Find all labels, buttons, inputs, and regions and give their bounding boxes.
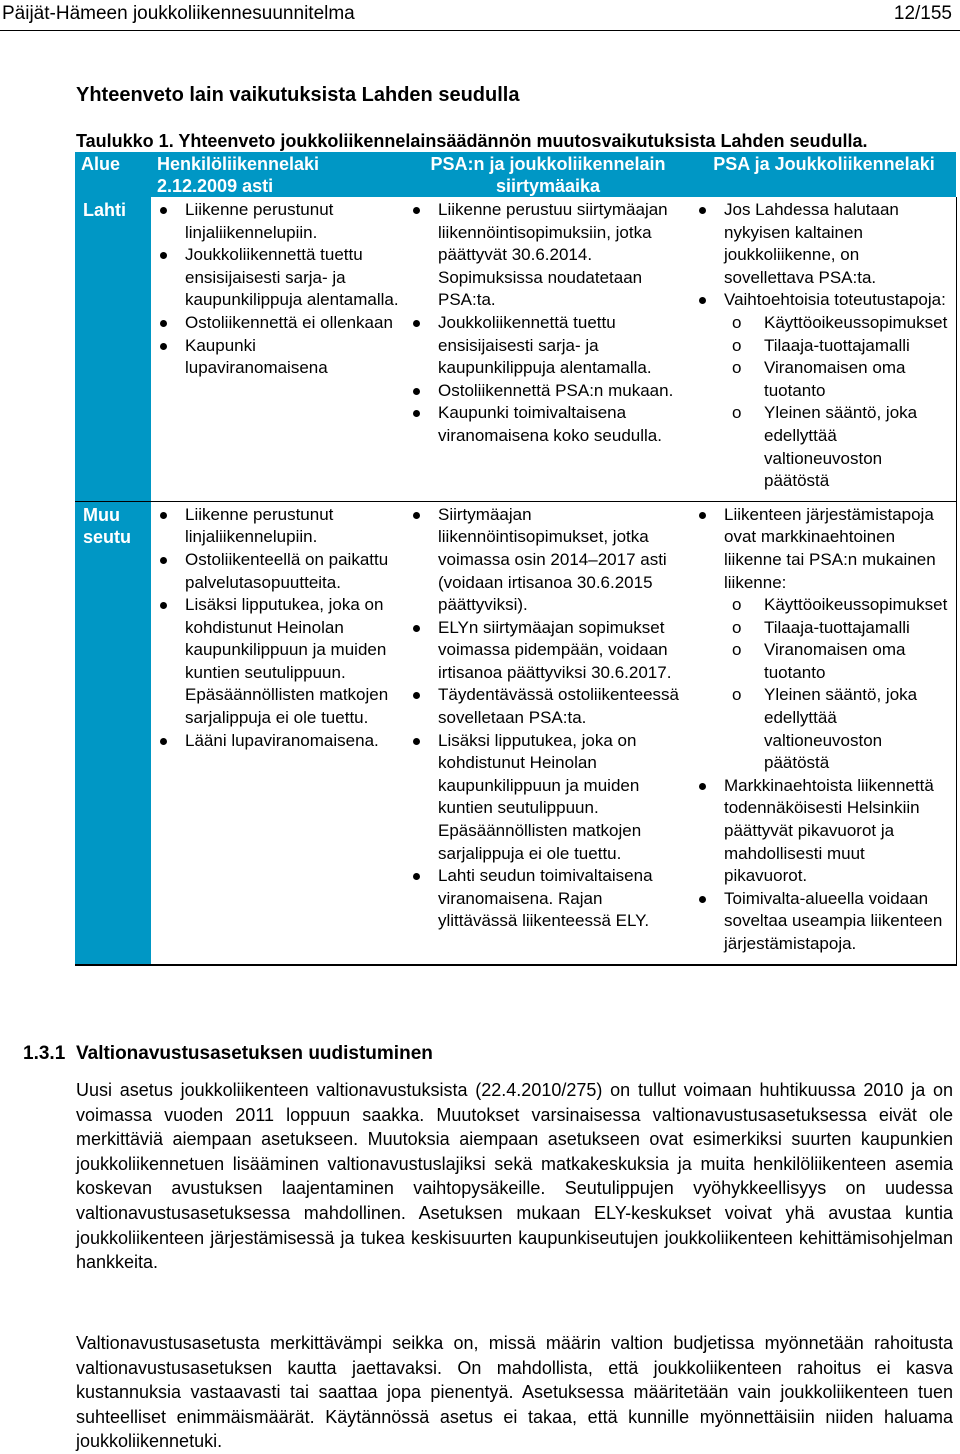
list-item [690,289,952,492]
sub-list-item: o Viranomaisen oma tuotanto [724,357,952,402]
list-item: Ostoliikennettä ei ollenkaan [151,312,400,335]
sub-list-item: o Yleinen sääntö, joka edellyttää valtioneuvoston päätöstä [724,402,952,492]
list-item: Kaupunki lupaviranomaisena [151,335,400,380]
list-item: Liikenne perustunut linjaliikennelupiin. [151,199,400,244]
list-item: Lääni lupaviranomaisena. [151,730,400,753]
subsection-number: 1.3.1 [23,1043,66,1064]
list-item: Liikenne perustuu siirtymäajan liikennöintisopimuksiin, jotka päättyvät 30.6.2014. Sopimuksissa noudatetaan PSA:ta. [404,199,686,312]
list-item: Jos Lahdessa halutaan nykyisen kaltainen joukkoliikenne, on sovellettava PSA:ta. [690,199,952,289]
header-transition: PSA:n ja joukkoliikennelain siirtymäaika [404,152,690,197]
sub-list-item: o Tilaaja-tuottajamalli [724,617,952,640]
list-item [690,504,952,775]
section-title: Yhteenveto lain vaikutuksista Lahden seudulla [76,84,520,106]
list-item: Liikenne perustunut linjaliikennelupiin. [151,504,400,549]
list-item: Joukkoliikennettä tuettu ensisijaisesti sarja- ja kaupunkilippuja alentamalla. [151,244,400,312]
table-row [75,197,956,501]
list-item: Lisäksi lipputukea, joka on kohdistunut Heinolan kaupunkilippuun ja muiden kuntien seutulippuun. Epäsäännöllisten matkojen sarjalippuja ei ole tuettu. [151,594,400,730]
table-caption: Taulukko 1. Yhteenveto joukkoliikennelainsäädännön muutosvaikutuksista Lahden seudulla. [76,131,868,151]
list-item: Lisäksi lipputukea, joka on kohdistunut Heinolan kaupunkilippuun ja muiden kuntien seutulippuun. Epäsäännöllisten matkojen sarjalippuja ei ole tuettu. [404,730,686,866]
transition-cell [404,501,690,964]
list-item: Täydentävässä ostoliikenteessä sovelletaan PSA:ta. [404,684,686,729]
list-item: Siirtymäajan liikennöintisopimukset, jotka voimassa osin 2014–2017 asti (voidaan irtisanoa 30.6.2015 päättyviksi). [404,504,686,617]
area-cell: Lahti [75,197,151,501]
table-row [75,501,956,964]
list-item: Ostoliikennettä PSA:n mukaan. [404,380,686,403]
list-item: ELYn siirtymäajan sopimukset voimassa pidempään, voidaan irtisanoa päättyviksi 30.6.2017. [404,617,686,685]
list-item: Toimivalta-alueella voidaan soveltaa useampia liikenteen järjestämistapoja. [690,888,952,956]
new-law-cell [690,501,956,964]
page-header [0,0,960,31]
old-law-cell [151,197,404,501]
header-old-law: Henkilöliikennelaki 2.12.2009 asti [151,152,404,197]
header-new-law: PSA ja Joukkoliikennelaki [690,152,956,197]
header-area: Alue [75,152,151,197]
sub-list-item: o Viranomaisen oma tuotanto [724,639,952,684]
paragraph: Uusi asetus joukkoliikenteen valtionavustuksista (22.4.2010/275) on tullut voimaan huhtikuussa 2010 ja on voimassa vuoden 2011 loppuun saakka. Muutokset varsinaisessa valtionavustusasetuksessa eivät ole merkittäviä aiempaan asetukseen. Muutoksia aiempaan asetukseen ovat esimerkiksi suurten kaupunkien joukkoliikennetuen lisääminen valtionavustuslajiksi sekä matkakeskuksia ja muita henkilöliikenteen asemia koskevan avustuksen laajentaminen vaihtopysäkeille. Seutulippujen vyöhykkeellisyys on uudessa valtionavustusasetuksessa mahdollinen. Asetuksen mukaan ELY-keskukset voivat yhä avustaa kuntia joukkoliikenteen järjestämisessä ja tukea keskisuurten kaupunkiseutujen joukkoliikenteen kehittämisohjelman hankkeita. [76,1080,953,1273]
list-item: Joukkoliikennettä tuettu ensisijaisesti sarja- ja kaupunkilippuja alentamalla. [404,312,686,380]
options-label: Vaihtoehtoisia toteutustapoja: [724,290,946,310]
sub-list-item: o Tilaaja-tuottajamalli [724,335,952,358]
list-item: Kaupunki toimivaltaisena viranomaisena koko seudulla. [404,402,686,447]
subsection-heading [23,1043,433,1065]
intro-text: Liikenteen järjestämistapoja ovat markkinaehtoinen liikenne tai PSA:n mukainen liikenne: [724,504,936,592]
transition-cell [404,197,690,501]
summary-table [75,152,957,966]
document-title: Päijät-Hämeen joukkoliikennesuunnitelma [2,3,355,24]
table-header-row [75,152,956,197]
page-number: 12/155 [893,3,952,24]
list-item: Markkinaehtoista liikennettä todennäköisesti Helsinkiin päättyvät pikavuorot ja mahdollisesti muut pikavuorot. [690,775,952,888]
area-cell: Muu seutu [75,501,151,964]
sub-list-item: o Käyttöoikeussopimukset [724,312,952,335]
subsection-title: Valtionavustusasetuksen uudistuminen [76,1043,433,1064]
sub-list-item: o Käyttöoikeussopimukset [724,594,952,617]
list-item: Lahti seudun toimivaltaisena viranomaisena. Rajan ylittävässä liikenteessä ELY. [404,865,686,933]
sub-list-item: o Yleinen sääntö, joka edellyttää valtioneuvoston päätöstä [724,684,952,774]
old-law-cell [151,501,404,964]
new-law-cell [690,197,956,501]
list-item: Ostoliikenteellä on paikattu palvelutasopuutteita. [151,549,400,594]
paragraph: Valtionavustusasetusta merkittävämpi seikka on, missä määrin valtion budjetissa myönnetään rahoitusta valtionavustusasetuksen kautta jaettavaksi. On mahdollista, että joukkoliikenteen rahoitus ei kasva kustannuksia vastaavasti tai saattaa jopa pienentyä. Asetuksessa määritetään vain joukkoliikenteen tuen suhteelliset enimmäismäärät. Käytännössä asetus ei takaa, että kunnille myönnettäisiin niiden haluama joukkoliikennetuki. [76,1333,953,1452]
